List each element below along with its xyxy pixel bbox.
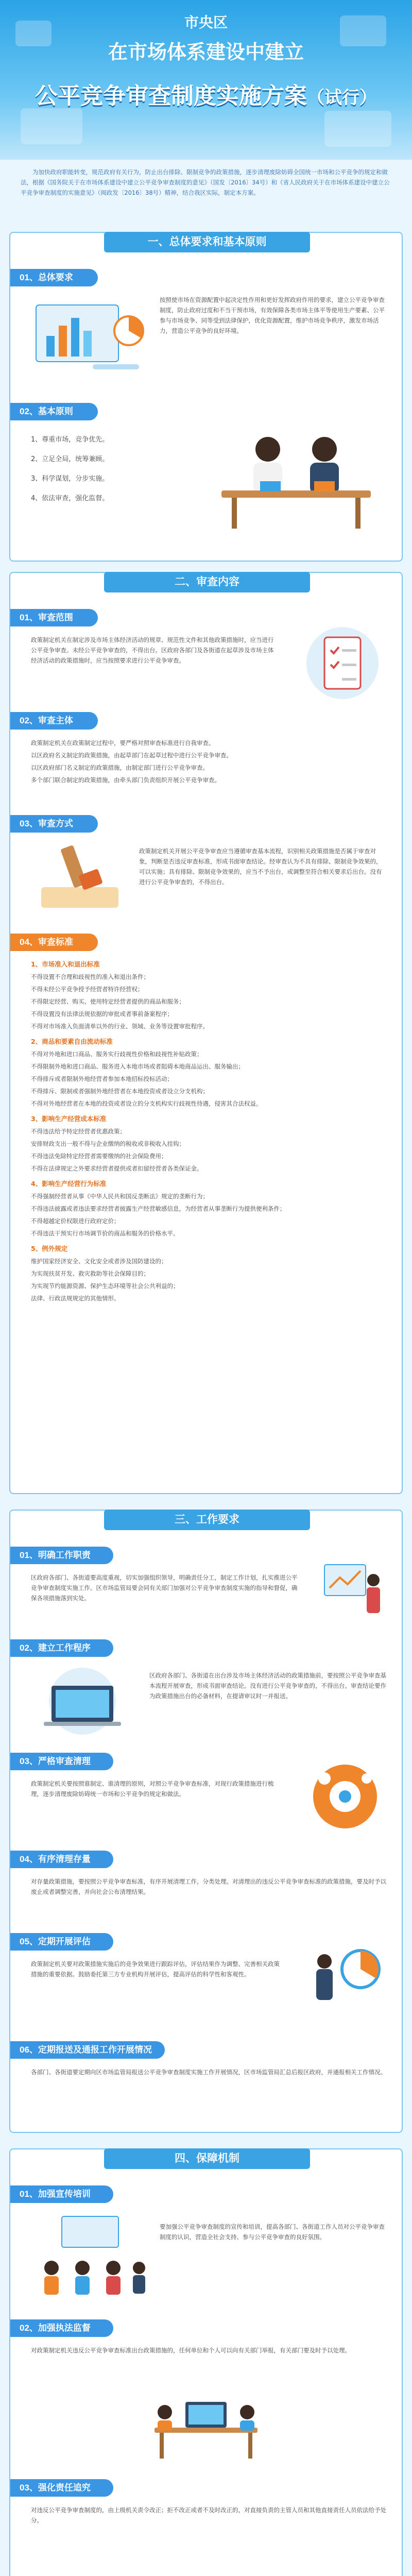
- overall-text: 按照使市场在资源配置中起决定性作用和更好发挥政府作用的要求，建立公平竞争审查制度，防止政府过度和不当干预市场，有效保障各类市场主体平等使用生产要素、公平参与市场竞争、同等受到法律保护，优化资源配置，维护市场竞争秩序，激发市场活力，营造公平竞争的良好环境。: [160, 296, 385, 334]
- standard-item: 为实现节约能源资源、保护生态环境等社会公共利益的；: [31, 1282, 179, 1290]
- standard-item: 不得在法律规定之外要求经营者提供或者扣留经营者各类保证金。: [31, 1165, 203, 1172]
- strict-review-text: 政策制定机关要按照谁制定、谁清理的原则，对照公平竞争审查标准，对现行政策措施进行梳理，逐步清理废除妨碍统一市场和公平竞争的规定和做法。: [31, 1780, 274, 1798]
- intro-block: [0, 160, 412, 227]
- subhead-report: 06、定期报送及通报工作开展情况: [10, 2041, 165, 2059]
- brush-illustration: [31, 841, 129, 913]
- subhead-procedure: 02、建立工作程序: [10, 1639, 113, 1657]
- training-illustration: [31, 2211, 149, 2299]
- accountability-text: 对违反公平竞争审查制度的，由上级机关责令改正；拒不改正或者不及时改正的，对直接负责的主管人员和其他直接责任人员依法给予处分。: [31, 2506, 386, 2524]
- principle-item: 1、尊重市场，竞争优先。: [31, 436, 109, 444]
- standard-item: 不得违法给予特定经营者优惠政策；: [31, 1128, 126, 1135]
- procedure-text: 区政府各部门、各街道在出台涉及市场主体经济活动的政策措施前，要按照公平竞争审查基本流程开展审查，形成书面审查结论。没有进行公平竞争审查的，不得出台。审查结论要作为政策措施出台的必备材料，在提请审议时一并报送。: [149, 1672, 386, 1700]
- chart-decoration: [324, 111, 391, 147]
- header-district: 市央区: [184, 14, 228, 30]
- section-title-review: 二、审查内容: [104, 572, 310, 592]
- standard-title: 4、影响生产经营行为标准: [31, 1180, 107, 1188]
- subhead-training: 01、加强宣传培训: [10, 2185, 113, 2203]
- subhead-evaluation: 05、定期开展评估: [10, 1933, 113, 1951]
- section-review-content: [9, 572, 403, 1494]
- page-title-main: 公平竞争审查制度实施方案: [35, 83, 307, 109]
- standard-item: 不得未经公平竞争授予经营者特许经营权；: [31, 986, 144, 993]
- office-illustration: [144, 2381, 268, 2464]
- section-title-guarantee: 四、保障机制: [104, 2148, 310, 2169]
- standard-item: 不得对外地经营者在本地的投资或者设立的分支机构实行歧视性待遇，侵害其合法权益。: [31, 1100, 262, 1107]
- standard-item: 维护国家经济安全、文化安全或者涉及国防建设的；: [31, 1258, 167, 1265]
- report-illustration: [31, 295, 149, 382]
- training-text: 要加强公平竞争审查制度的宣传和培训，提高各部门、各街道工作人员对公平竞争审查制度的认识，营造全社会支持、参与公平竞争审查的良好氛围。: [160, 2223, 385, 2241]
- checklist-illustration: [299, 624, 386, 702]
- standard-item: 不得违法披露或者违法要求经营者披露生产经营敏感信息，为经营者从事垄断行为提供便利条件；: [31, 1205, 286, 1212]
- standard-title: 3、影响生产经营成本标准: [31, 1115, 107, 1123]
- standard-item: 法律、行政法规规定的其他情形。: [31, 1295, 120, 1302]
- standard-item: 不得限制外地和进口商品、服务进入本地市场或者阻碍本地商品运出、服务输出；: [31, 1063, 244, 1070]
- subhead-supervision: 02、加强执法监督: [10, 2319, 113, 2337]
- section-guarantee: [9, 2148, 403, 2576]
- standards-block: [31, 959, 386, 1306]
- standard-item: 不得排斥或者限制外地经营者参加本地招标投标活动；: [31, 1075, 173, 1082]
- supervision-text: 对政策制定机关违反公平竞争审查标准出台政策措施的，任何单位和个人可以向有关部门举报，有关部门要及时予以处理。: [31, 2347, 351, 2354]
- standard-title: 2、商品和要素自由流动标准: [31, 1038, 113, 1045]
- intro-text: 为加快政府职能转变，规范政府有关行为，防止出台排除、限制竞争的政策措施，逐步清理废除妨碍全国统一市场和公平竞争的规定和做法，根据《国务院关于在市场体系建设中建立公平竞争审查制度的意见》（国发〔2016〕34号）和《省人民政府关于在市场体系建设中建立公平竞争审查制度的实施意见》（闽政发〔2016〕38号）精神，结合我区实际，制定本方案。: [21, 168, 390, 196]
- standard-item: 不得超越定价权限进行政府定价；: [31, 1217, 120, 1225]
- report-text: 各部门、各街道要定期向区市场监管局报送公平竞争审查制度实施工作开展情况，区市场监管局汇总后报区政府，并通报相关工作情况。: [31, 2069, 386, 2076]
- standard-item: 不得设置没有法律法规依据的审批或者事前备案程序；: [31, 1010, 173, 1018]
- principle-item: 3、科学谋划，分步实施。: [31, 475, 109, 483]
- standard-title: 5、例外规定: [31, 1245, 68, 1252]
- duties-text: 区政府各部门、各街道要高度重视，切实加强组织领导，明确责任分工，制定工作计划，扎实推进公平竞争审查制度实施工作。区市场监管局要会同有关部门加强对公平竞争审查制度实施的指导和督促，确保各项措施落到实处。: [31, 1574, 298, 1602]
- subhead-standards: 04、审查标准: [10, 934, 98, 951]
- standard-item: 不得对市场准入负面清单以外的行业、领域、业务等设置审批程序。: [31, 1023, 209, 1030]
- subject-line: 政策制定机关在政策制定过程中，要严格对照审查标准进行自我审查。: [31, 739, 215, 747]
- laptop-decoration: [21, 108, 82, 144]
- standard-item: 不得限定经营、购买、使用特定经营者提供的商品和服务；: [31, 998, 185, 1005]
- subhead-clean-stock: 04、有序清理存量: [10, 1851, 113, 1868]
- standard-item: 不得排斥、限制或者强制外地经营者在本地投资或者设立分支机构；: [31, 1088, 209, 1095]
- section-title-work: 三、工作要求: [104, 1510, 310, 1530]
- evaluation-text: 政策制定机关要对政策措施实施后的竞争效果进行跟踪评估，评估结果作为调整、完善相关政策措施的重要依据。鼓励委托第三方专业机构开展评估，提高评估的科学性和客观性。: [31, 1960, 280, 1978]
- standard-item: 为实现扶贫开发、救灾救助等社会保障目的；: [31, 1270, 149, 1277]
- laptop-illustration: [31, 1665, 134, 1737]
- page-title: [0, 77, 412, 110]
- standard-item: 不得违法免除特定经营者需要缴纳的社会保险费用；: [31, 1153, 167, 1160]
- header-subtitle: 在市场体系建设中建立: [108, 42, 304, 63]
- page-title-suffix: （试行）: [307, 88, 377, 108]
- standard-item: 不得对外地和进口商品、服务实行歧视性价格和歧视性补贴政策；: [31, 1050, 203, 1058]
- standard-item: 不得强制经营者从事《中华人民共和国反垄断法》规定的垄断行为；: [31, 1193, 209, 1200]
- clean-stock-text: 对存量政策措施，要按照公平竞争审查标准，有序开展清理工作，分类处理。对清理出的违反公平竞争审查标准的政策措施，要及时予以废止或者调整完善，并向社会公布清理结果。: [31, 1878, 386, 1895]
- analyst-illustration: [304, 1938, 386, 2015]
- principles-list: [31, 431, 185, 510]
- subhead-strict-review: 03、严格审查清理: [10, 1753, 113, 1770]
- principle-item: 2、立足全局，统筹兼顾。: [31, 455, 109, 463]
- subhead-overall: 01、总体要求: [10, 269, 98, 286]
- presenter-illustration: [319, 1560, 386, 1626]
- subject-text: [31, 738, 386, 787]
- header-banner: [0, 0, 412, 160]
- subhead-duties: 01、明确工作职责: [10, 1547, 113, 1564]
- subhead-scope: 01、审查范围: [10, 609, 98, 626]
- subject-line: 多个部门联合制定的政策措施，由牵头部门负责组织开展公平竞争审查。: [31, 776, 220, 784]
- section-work-requirements: [9, 1510, 403, 2133]
- subject-line: 以区政府名义制定的政策措施，由起草部门在起草过程中进行公平竞争审查。: [31, 752, 232, 759]
- standard-item: 不得设置不合理和歧视性的准入和退出条件；: [31, 973, 149, 980]
- subhead-accountability: 03、强化责任追究: [10, 2479, 113, 2497]
- gear-head-illustration: [304, 1758, 386, 1835]
- method-text: 政策制定机关开展公平竞争审查应当遵循审查基本流程，识别相关政策措施是否属于审查对象，判断是否违反审查标准，形成书面审查结论。经审查认为不具有排除、限制竞争效果的，可以实施；具有排除、限制竞争效果的，应当不予出台，或调整至符合相关要求后出台。没有进行公平竞争审查的，不得出台。: [139, 848, 382, 886]
- section-general: [9, 232, 403, 562]
- subject-line: 以区政府部门名义制定的政策措施，由制定部门进行公平竞争审查。: [31, 764, 209, 771]
- subhead-principles: 02、基本原则: [10, 403, 98, 420]
- standard-title: 1、市场准入和退出标准: [31, 960, 100, 968]
- standard-item: 不得违法干预实行市场调节价的商品和服务的价格水平。: [31, 1230, 179, 1237]
- subhead-subject: 02、审查主体: [10, 712, 98, 730]
- standard-item: 安排财政支出一般不得与企业缴纳的税收或非税收入挂钩；: [31, 1140, 185, 1147]
- section-title-general: 一、总体要求和基本原则: [104, 232, 310, 252]
- meeting-illustration: [211, 423, 381, 537]
- subhead-method: 03、审查方式: [10, 815, 98, 833]
- scope-text: 政策制定机关在制定涉及市场主体经济活动的规章、规范性文件和其他政策措施时，应当进行公平竞争审查。未经公平竞争审查的，不得出台。区政府各部门及各街道在起草涉及市场主体经济活动的政策措施时，应当按照要求进行公平竞争审查。: [31, 636, 274, 664]
- principle-item: 4、依法审查，强化监督。: [31, 495, 109, 502]
